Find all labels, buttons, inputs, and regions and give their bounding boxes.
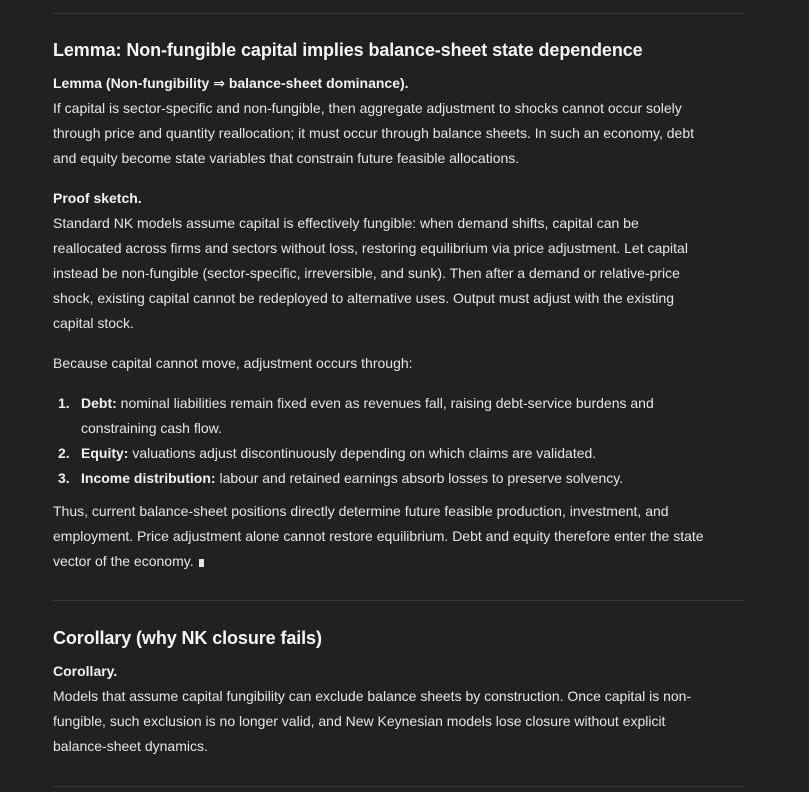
divider-middle	[53, 600, 744, 601]
corollary-text-line: balance-sheet dynamics.	[53, 738, 208, 754]
list-item-term: Income distribution:	[81, 470, 216, 486]
proof-text-line: capital stock.	[53, 315, 134, 331]
corollary-title: Corollary.	[53, 663, 118, 679]
proof-text-line: shock, existing capital cannot be redeployed to alternative uses. Output must adjust with the existing	[53, 290, 675, 306]
proof-title: Proof sketch.	[53, 190, 142, 206]
thus-text-line-final	[53, 549, 204, 574]
divider-top	[53, 13, 744, 14]
section-heading-corollary: Corollary (why NK closure fails)	[53, 628, 322, 648]
proof-text-line: instead be non-fungible (sector-specific, irreversible, and sunk). Then after a demand or relative-price	[53, 265, 680, 281]
list-item-income-distribution	[81, 466, 623, 491]
list-number: 1.	[58, 395, 70, 411]
because-text: Because capital cannot move, adjustment occurs through:	[53, 355, 413, 371]
lemma-text-line: If capital is sector-specific and non-fungible, then aggregate adjustment to shocks cannot occur solely	[53, 100, 682, 116]
list-number: 2.	[58, 445, 70, 461]
section-heading-lemma: Lemma: Non-fungible capital implies balance-sheet state dependence	[53, 40, 643, 60]
list-number: 3.	[58, 470, 70, 486]
thus-text-line: employment. Price adjustment alone cannot restore equilibrium. Debt and equity therefore enter the state	[53, 528, 704, 544]
list-item-equity	[81, 441, 596, 466]
corollary-text-line: Models that assume capital fungibility can exclude balance sheets by construction. Once capital is non-	[53, 688, 692, 704]
divider-bottom	[53, 786, 744, 787]
list-item-text: nominal liabilities remain fixed even as revenues fall, raising debt-service burdens and	[116, 395, 654, 411]
thus-text: vector of the economy.	[53, 553, 194, 569]
qed-square-icon	[199, 559, 204, 567]
corollary-text-line: fungible, such exclusion is no longer valid, and New Keynesian models lose closure without explicit	[53, 713, 666, 729]
list-item-continuation: constraining cash flow.	[81, 420, 222, 436]
list-item-term: Debt:	[81, 395, 117, 411]
proof-text-line: reallocated across firms and sectors without loss, restoring equilibrium via price adjustment. Let capital	[53, 240, 688, 256]
list-item-debt	[81, 391, 654, 416]
list-item-term: Equity:	[81, 445, 129, 461]
lemma-text-line: through price and quantity reallocation; it must occur through balance sheets. In such an economy, debt	[53, 125, 695, 141]
thus-text-line: Thus, current balance-sheet positions directly determine future feasible production, investment, and	[53, 503, 669, 519]
list-item-text: valuations adjust discontinuously depending on which claims are validated.	[128, 445, 597, 461]
lemma-text-line: and equity become state variables that constrain future feasible allocations.	[53, 150, 520, 166]
proof-text-line: Standard NK models assume capital is effectively fungible: when demand shifts, capital can be	[53, 215, 639, 231]
lemma-title: Lemma (Non-fungibility ⇒ balance-sheet dominance).	[53, 75, 409, 91]
list-item-text: labour and retained earnings absorb losses to preserve solvency.	[215, 470, 624, 486]
